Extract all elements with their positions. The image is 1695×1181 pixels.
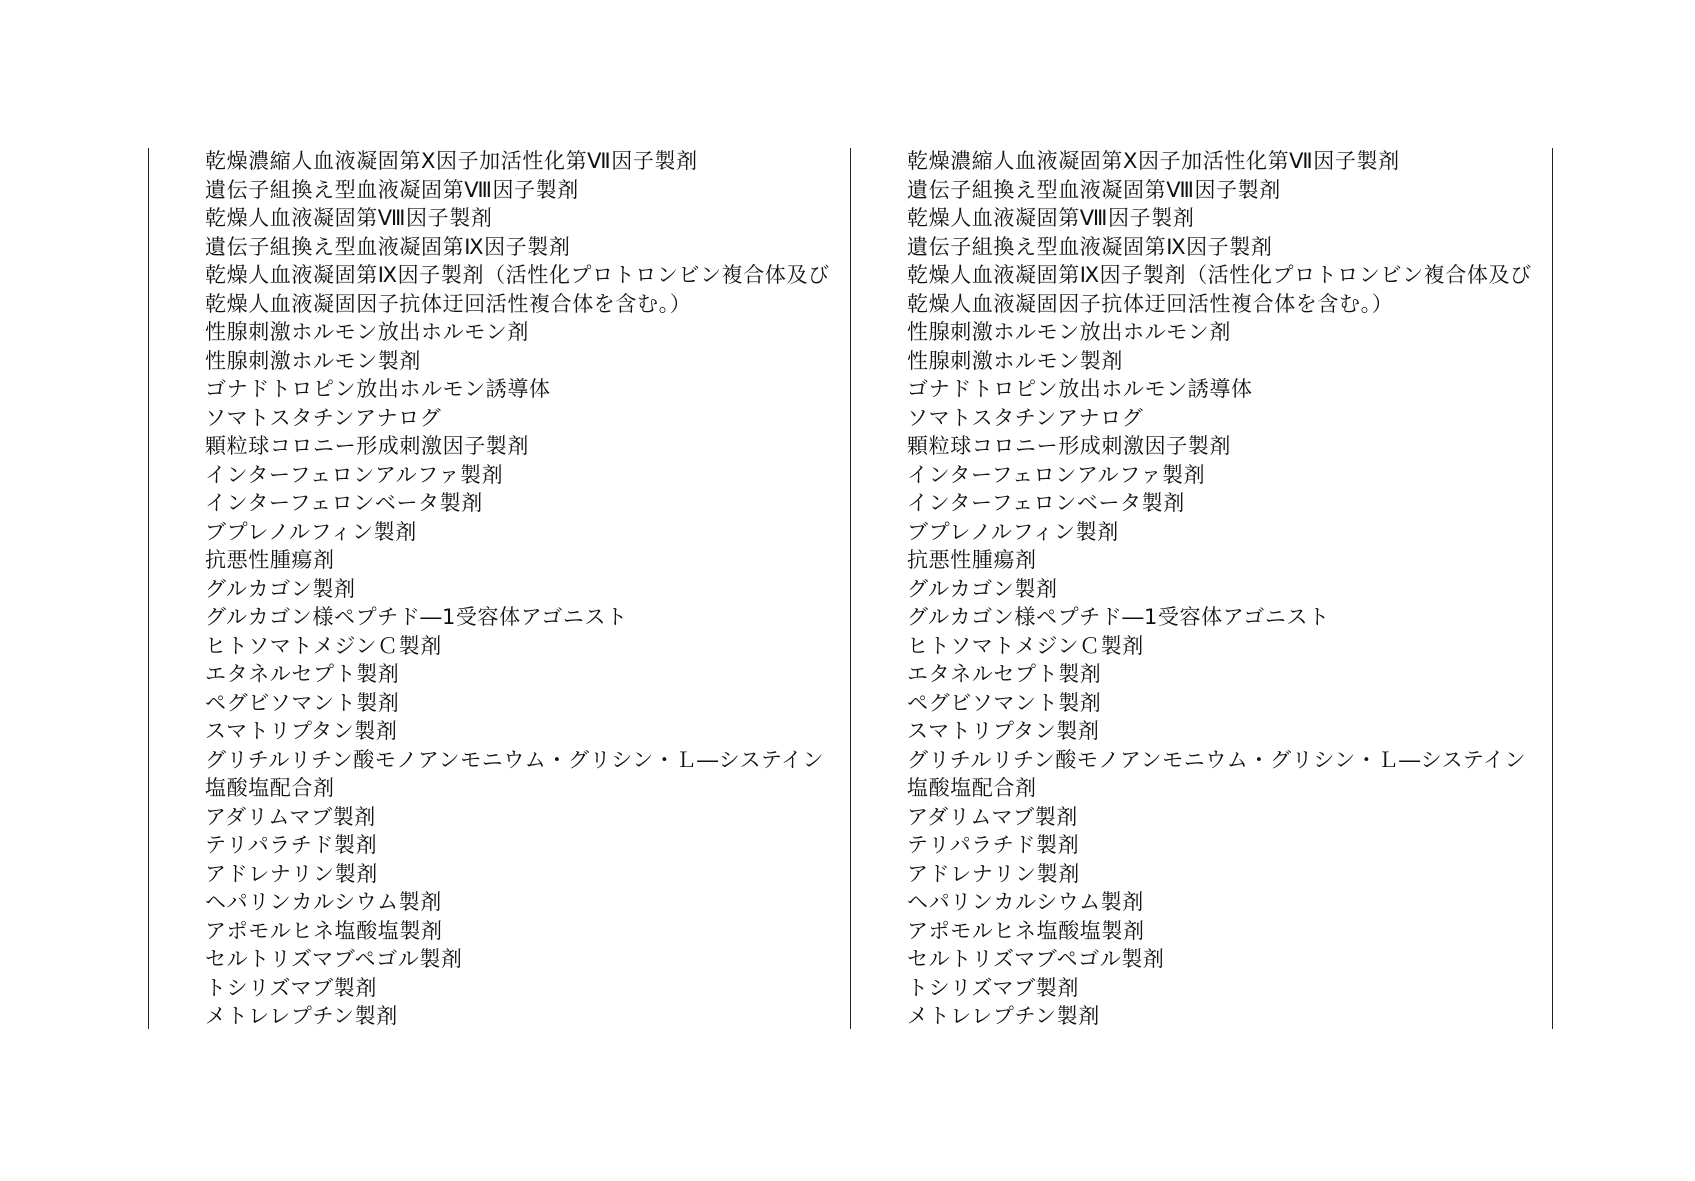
right-column-line: インターフェロンアルファ製剤 xyxy=(907,462,1206,487)
right-column-line: アダリムマブ製剤 xyxy=(907,804,1078,829)
left-column-line: 塩酸塩配合剤 xyxy=(205,776,335,800)
left-column-line: セルトリズマブペゴル製剤 xyxy=(205,947,463,971)
left-column-line: 遺伝子組換え型血液凝固第Ⅷ因子製剤 xyxy=(205,177,579,202)
right-column-line: アポモルヒネ塩酸塩製剤 xyxy=(907,918,1145,943)
left-column-line: アドレナリン製剤 xyxy=(205,861,378,886)
right-column-line: ソマトスタチンアナログ xyxy=(907,405,1144,430)
right-column-line: ペグビソマント製剤 xyxy=(907,690,1102,715)
right-column-line: 乾燥濃縮人血液凝固第Ⅹ因子加活性化第Ⅶ因子製剤 xyxy=(907,149,1400,173)
left-column-line: 遺伝子組換え型血液凝固第Ⅸ因子製剤 xyxy=(205,234,571,259)
right-column-line: グルカゴン製剤 xyxy=(907,576,1058,601)
left-column-line: スマトリプタン製剤 xyxy=(205,719,398,743)
left-column-line: インターフェロンアルファ製剤 xyxy=(205,462,504,487)
left-column-line: ヘパリンカルシウム製剤 xyxy=(205,890,442,914)
right-column-line: アドレナリン製剤 xyxy=(907,861,1080,886)
left-column-line: 乾燥人血液凝固因子抗体迂回活性複合体を含む。） xyxy=(205,291,692,316)
left-column-line: グルカゴン様ペプチド―1受容体アゴニスト xyxy=(205,605,628,629)
left-column-line: ソマトスタチンアナログ xyxy=(205,405,442,430)
left-column-line: 乾燥人血液凝固第Ⅸ因子製剤（活性化プロトロンビン複合体及び xyxy=(205,263,830,287)
left-column-line: ブプレノルフィン製剤 xyxy=(205,519,417,544)
left-column-line: トシリズマブ製剤 xyxy=(205,975,377,1000)
right-column-line: ヒトソマトメジンＣ製剤 xyxy=(907,633,1144,658)
right-column-line: グリチルリチン酸モノアンモニウム・グリシン・Ｌ―システイン xyxy=(907,747,1527,772)
right-column-line: スマトリプタン製剤 xyxy=(907,719,1100,743)
left-border-rule xyxy=(148,148,149,1029)
right-column-line: エタネルセプト製剤 xyxy=(907,662,1102,686)
right-column-line: 塩酸塩配合剤 xyxy=(907,776,1037,800)
right-column-line: ゴナドトロピン放出ホルモン誘導体 xyxy=(907,377,1253,401)
left-column-line: ヒトソマトメジンＣ製剤 xyxy=(205,633,442,658)
right-border-rule xyxy=(1552,148,1553,1029)
right-column-line: 顆粒球コロニー形成刺激因子製剤 xyxy=(907,434,1231,458)
right-column-line: 乾燥人血液凝固第Ⅸ因子製剤（活性化プロトロンビン複合体及び xyxy=(907,263,1532,287)
left-column-line: グリチルリチン酸モノアンモニウム・グリシン・Ｌ―システイン xyxy=(205,747,825,772)
right-column-line: ブプレノルフィン製剤 xyxy=(907,519,1119,544)
right-column xyxy=(907,147,1532,1031)
left-column-line: ゴナドトロピン放出ホルモン誘導体 xyxy=(205,377,551,401)
right-column-line: 抗悪性腫瘍剤 xyxy=(907,548,1037,572)
left-column-line: テリパラチド製剤 xyxy=(205,833,378,857)
left-column-line: グルカゴン製剤 xyxy=(205,576,356,601)
right-column-line: 乾燥人血液凝固因子抗体迂回活性複合体を含む。） xyxy=(907,291,1394,316)
right-column-line: 性腺刺激ホルモン製剤 xyxy=(907,348,1123,373)
right-column-line: インターフェロンベータ製剤 xyxy=(907,491,1185,515)
right-column-line: トシリズマブ製剤 xyxy=(907,975,1079,1000)
left-column-line: 乾燥人血液凝固第Ⅷ因子製剤 xyxy=(205,206,493,230)
right-column-line: 性腺刺激ホルモン放出ホルモン剤 xyxy=(907,320,1231,344)
left-column-line: ペグビソマント製剤 xyxy=(205,690,400,715)
left-column-line: 顆粒球コロニー形成刺激因子製剤 xyxy=(205,434,529,458)
left-column-line: 乾燥濃縮人血液凝固第Ⅹ因子加活性化第Ⅶ因子製剤 xyxy=(205,149,698,173)
center-divider-rule xyxy=(850,148,851,1029)
left-column-line: 抗悪性腫瘍剤 xyxy=(205,548,335,572)
right-column-line: セルトリズマブペゴル製剤 xyxy=(907,947,1165,971)
left-column xyxy=(205,147,830,1031)
left-column-line: メトレレプチン製剤 xyxy=(205,1004,398,1028)
right-column-line: 遺伝子組換え型血液凝固第Ⅸ因子製剤 xyxy=(907,234,1273,259)
right-column-line: テリパラチド製剤 xyxy=(907,833,1080,857)
left-column-line: アポモルヒネ塩酸塩製剤 xyxy=(205,918,443,943)
right-column-line: 遺伝子組換え型血液凝固第Ⅷ因子製剤 xyxy=(907,177,1281,202)
left-column-line: エタネルセプト製剤 xyxy=(205,662,400,686)
right-column-line: グルカゴン様ペプチド―1受容体アゴニスト xyxy=(907,605,1330,629)
right-column-line: メトレレプチン製剤 xyxy=(907,1004,1100,1028)
left-column-line: インターフェロンベータ製剤 xyxy=(205,491,483,515)
left-column-line: 性腺刺激ホルモン放出ホルモン剤 xyxy=(205,320,529,344)
left-column-line: アダリムマブ製剤 xyxy=(205,804,376,829)
left-column-line: 性腺刺激ホルモン製剤 xyxy=(205,348,421,373)
right-column-line: 乾燥人血液凝固第Ⅷ因子製剤 xyxy=(907,206,1195,230)
right-column-line: ヘパリンカルシウム製剤 xyxy=(907,890,1144,914)
